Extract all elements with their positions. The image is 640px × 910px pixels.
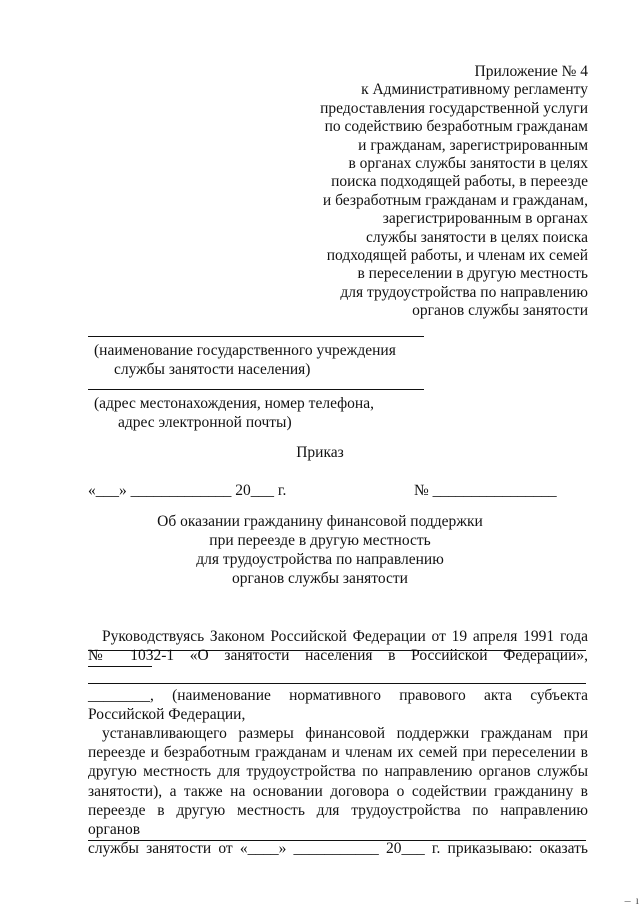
- appendix-line: для трудоустройства по направлению: [340, 283, 588, 301]
- appendix-line: службы занятости в целях поиска: [365, 228, 588, 246]
- decision-last-line: службы занятости от «____» ___________ 20___ г. приказываю: оказать: [88, 840, 588, 858]
- appendix-line: и безработным гражданам и гражданам,: [322, 191, 588, 209]
- appendix-line: органов службы занятости: [412, 302, 588, 320]
- order-number-field[interactable]: № ________________: [414, 482, 557, 499]
- appendix-line: подходящей работы, и членам их семей: [326, 247, 588, 265]
- subject-line: при переезде в другую местность: [209, 532, 431, 549]
- appendix-line: поиска подходящей работы, в переезде: [331, 173, 588, 191]
- appendix-line: предоставления государственной услуги: [320, 99, 588, 117]
- blank-fill-line-short[interactable]: [88, 666, 152, 667]
- appendix-line: Приложение № 4: [474, 63, 588, 80]
- regional-act-paragraph: ________, (наименование нормативного правового акта субъекта Российской Федерации,: [88, 687, 588, 724]
- institution-caption-line1: (наименование государственного учреждения: [94, 342, 396, 359]
- page-edge-mark: ‒ ı: [624, 893, 640, 907]
- appendix-line: к Административному регламенту: [361, 81, 588, 99]
- appendix-line: в органах службы занятости в целях: [348, 155, 588, 173]
- order-date-field[interactable]: «___» _____________ 20___ г.: [88, 482, 287, 499]
- subject-line: органов службы занятости: [232, 570, 408, 587]
- institution-caption-line2: службы занятости населения): [114, 361, 311, 378]
- order-subject: [0, 512, 640, 588]
- appendix-line: и гражданам, зарегистрированным: [358, 136, 588, 154]
- blank-fill-line[interactable]: [88, 840, 586, 841]
- legal-basis-paragraph: [88, 627, 588, 665]
- legal-basis-line2: № 1032-1 «О занятости населения в Российской Федерации»,: [88, 647, 588, 665]
- appendix-line: зарегистрированным в органах: [382, 210, 588, 228]
- appendix-header: [268, 63, 588, 321]
- decision-text: устанавливающего размеры финансовой поддержки гражданам при переезде и безработным гражданам и членам их семей при переселении в другую местность для трудоустройства по направлению органов службы занятости), а также на основании договора о содействии гражданину в переезде в другую местность для трудоустройства по направлению органов: [88, 725, 588, 839]
- institution-name-line[interactable]: [88, 336, 424, 337]
- address-caption-line1: (адрес местонахождения, номер телефона,: [94, 395, 374, 412]
- subject-line: Об оказании гражданину финансовой поддержки: [157, 513, 483, 530]
- legal-basis-line1: Руководствуясь Законом Российской Федерации от 19 апреля 1991 года: [102, 628, 588, 645]
- address-line[interactable]: [88, 389, 424, 390]
- blank-fill-line[interactable]: [88, 650, 586, 651]
- appendix-line: в переселении в другую местность: [357, 265, 588, 283]
- appendix-line: по содействию безработным гражданам: [324, 118, 588, 136]
- order-date-number-row: [88, 482, 558, 502]
- subject-line: для трудоустройства по направлению: [196, 551, 444, 568]
- address-caption-line2: адрес электронной почты): [118, 414, 292, 431]
- decision-paragraph: [88, 724, 588, 858]
- blank-fill-line[interactable]: [88, 683, 586, 684]
- order-title: Приказ: [296, 444, 344, 461]
